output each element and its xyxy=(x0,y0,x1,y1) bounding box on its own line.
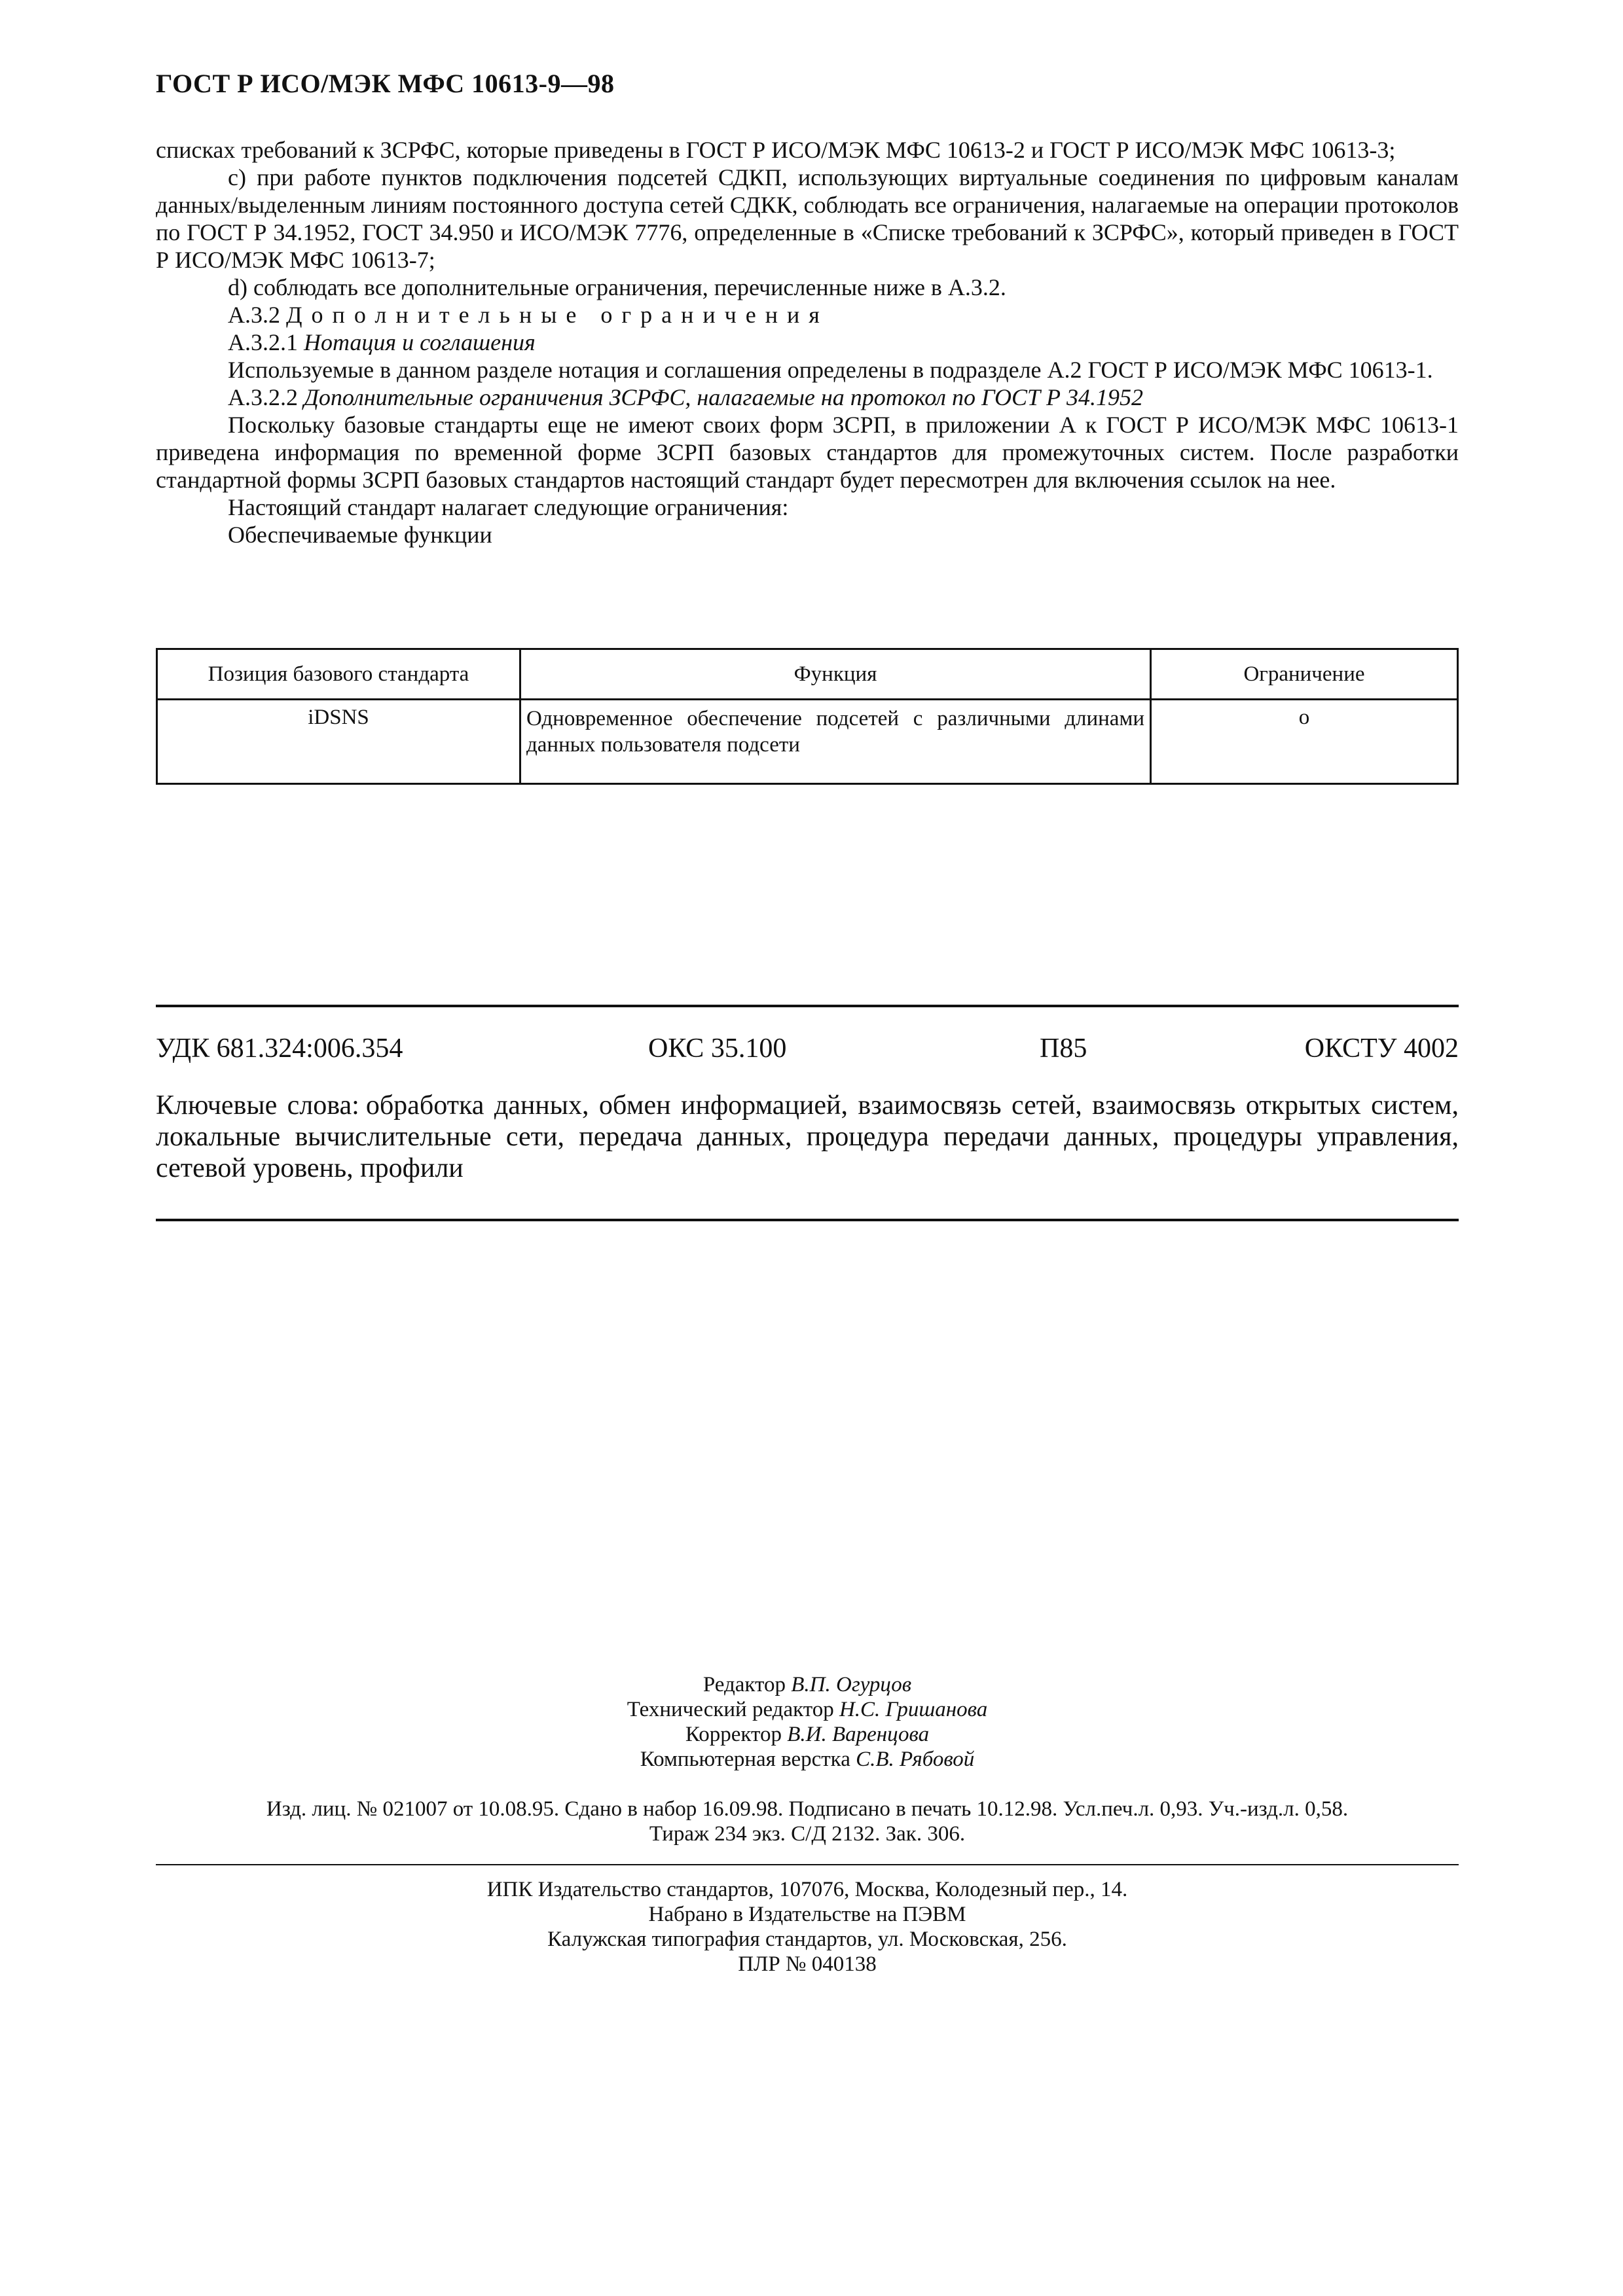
publication-info xyxy=(156,1797,1459,1846)
section-number: А.3.2.1 xyxy=(228,329,298,355)
table-header-cell: Функция xyxy=(520,649,1151,700)
divider xyxy=(156,1219,1459,1221)
section-number: А.3.2.2 xyxy=(228,384,298,410)
pub-info-line: Тираж 234 экз. С/Д 2132. Зак. 306. xyxy=(649,1822,966,1846)
paragraph-item-d: d) соблюдать все дополнительные ограничения, перечисленные ниже в А.3.2. xyxy=(228,274,1006,300)
keywords xyxy=(156,1090,1459,1184)
p-code: П85 xyxy=(1040,1033,1087,1064)
person-name: Н.С. Гришанова xyxy=(839,1698,988,1721)
person-name: С.В. Рябовой xyxy=(856,1748,975,1771)
paragraph-item-c: с) при работе пунктов подключения подсетей СДКП, использующих виртуальные соединения по цифровым каналам данных/выделенным линиям постоянного доступа сетей СДКК, соблюдать все ограничения, налагаемые на операции протоколов по ГОСТ Р 34.1952, ГОСТ 34.950 и ИСО/МЭК 7776, определенные в «Списке требований к ЗСРФС», который приведен в ГОСТ Р ИСО/МЭК МФС 10613-7; xyxy=(156,164,1459,273)
pub-info-line: Изд. лиц. № 021007 от 10.08.95. Сдано в набор 16.09.98. Подписано в печать 10.12.98. Усл.печ.л. 0,93. Уч.-изд.л. 0,58. xyxy=(266,1797,1349,1821)
layout-line xyxy=(156,1747,1459,1772)
printer-line: Набрано в Издательстве на ПЭВМ xyxy=(648,1903,966,1926)
person-name: В.П. Огурцов xyxy=(791,1673,912,1696)
table-header-cell: Ограничение xyxy=(1151,649,1458,700)
role-label: Технический редактор xyxy=(627,1698,834,1721)
table-cell: iDSNS xyxy=(157,700,520,784)
printer-line: ПЛР № 040138 xyxy=(738,1952,877,1976)
paragraph-notation: Используемые в данном разделе нотация и соглашения определены в подразделе А.2 ГОСТ Р ИСО/МЭК МФС 10613-1. xyxy=(228,357,1433,383)
printer-info xyxy=(156,1877,1459,1977)
role-label: Редактор xyxy=(702,1673,786,1696)
page-header: ГОСТ Р ИСО/МЭК МФС 10613-9—98 xyxy=(156,69,615,98)
paragraph-base-standards: Поскольку базовые стандарты еще не имеют своих форм ЗСРП, в приложении А к ГОСТ Р ИСО/МЭК МФС 10613-1 приведена информация по временной форме ЗСРП базовых стандартов для промежуточных систем. После разработки стандартной формы ЗСРП базовых стандартов настоящий стандарт будет пересмотрен для включения ссылок на нее. xyxy=(156,412,1459,493)
tech-editor-line xyxy=(156,1697,1459,1722)
section-number: А.3.2 xyxy=(228,302,280,328)
keywords-label: Ключевые слова: xyxy=(156,1090,359,1121)
divider xyxy=(156,1005,1459,1007)
imprint xyxy=(156,1672,1459,1772)
table-header-cell: Позиция базового стандарта xyxy=(157,649,520,700)
section-title: Дополнительные ограничения xyxy=(286,302,829,328)
table-row xyxy=(157,700,1458,784)
section-heading-a32 xyxy=(156,301,1459,329)
paragraph-continuation: списках требований к ЗСРФС, которые приведены в ГОСТ Р ИСО/МЭК МФС 10613-2 и ГОСТ Р ИСО/МЭК МФС 10613-3; xyxy=(156,137,1396,163)
okstu-code: ОКСТУ 4002 xyxy=(1304,1033,1459,1064)
section-title: Дополнительные ограничения ЗСРФС, налагаемые на протокол по ГОСТ Р 34.1952 xyxy=(304,384,1144,410)
role-label: Компьютерная верстка xyxy=(640,1748,850,1771)
section-heading-a321 xyxy=(156,329,1459,356)
corrector-line xyxy=(156,1722,1459,1747)
table-cell: Одновременное обеспечение подсетей с различными длинами данных пользователя подсети xyxy=(520,700,1151,784)
section-title: Нотация и соглашения xyxy=(304,329,536,355)
role-label: Корректор xyxy=(685,1723,782,1746)
editor-line xyxy=(156,1672,1459,1697)
classification-codes xyxy=(156,1033,1459,1066)
section-heading-a322 xyxy=(156,384,1459,411)
printer-line: Калужская типография стандартов, ул. Московская, 256. xyxy=(547,1928,1067,1951)
paragraph-restrictions: Настоящий стандарт налагает следующие ограничения: xyxy=(228,494,789,520)
divider xyxy=(156,1864,1459,1865)
oks-code: ОКС 35.100 xyxy=(648,1033,787,1064)
table-cell: о xyxy=(1151,700,1458,784)
person-name: В.И. Варенцова xyxy=(787,1723,930,1746)
printer-line: ИПК Издательство стандартов, 107076, Москва, Колодезный пер., 14. xyxy=(486,1878,1128,1901)
keywords-text: обработка данных, обмен информацией, взаимосвязь сетей, взаимосвязь открытых систем, локальные вычислительные сети, передача данных, процедура передачи данных, процедуры управления, сетевой уровень, профили xyxy=(156,1090,1459,1183)
body-text xyxy=(156,136,1459,548)
paragraph-functions: Обеспечиваемые функции xyxy=(228,522,492,548)
table-header-row xyxy=(157,649,1458,700)
requirements-table xyxy=(156,648,1459,785)
udk-code: УДК 681.324:006.354 xyxy=(156,1033,403,1064)
